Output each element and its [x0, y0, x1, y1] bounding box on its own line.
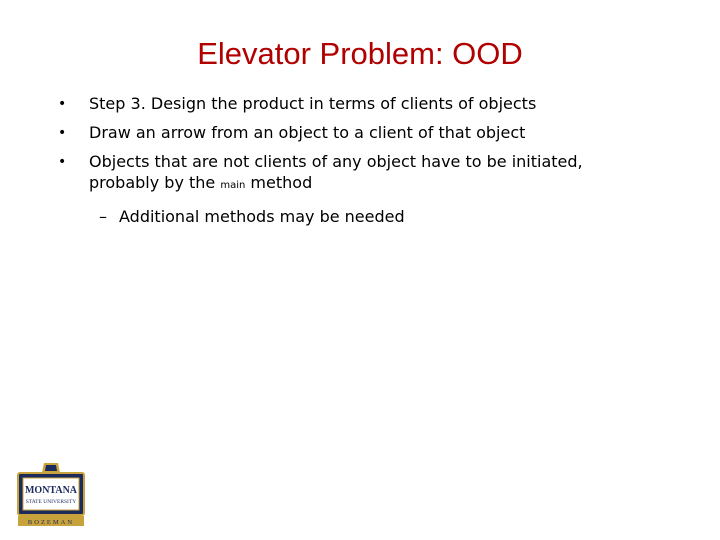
bullet-item	[58, 120, 698, 146]
bullet-text-post: method	[245, 173, 313, 192]
logo-subtitle: STATE UNIVERSITY	[25, 499, 77, 505]
sub-bullet-marker: –	[99, 207, 107, 226]
bullet-text-line2	[89, 170, 698, 199]
bullet-marker: •	[58, 125, 67, 141]
montana-state-logo	[17, 463, 85, 527]
slide-title: Elevator Problem: OOD	[197, 36, 523, 71]
bullet-item	[58, 91, 698, 117]
logo-city: BOZEMAN	[27, 519, 75, 526]
bullet-marker: •	[58, 96, 67, 112]
bullet-list	[58, 91, 698, 230]
bullet-text-pre: probably by the	[89, 173, 221, 192]
bullet-item	[58, 149, 698, 199]
bullet-text: Draw an arrow from an object to a client of that object	[89, 123, 526, 142]
sub-bullet-text: Additional methods may be needed	[119, 207, 405, 226]
bullet-text-line1: Objects that are not clients of any object have to be initiated,	[89, 152, 583, 171]
logo-name: MONTANA	[24, 485, 78, 496]
code-word-main: main	[220, 180, 246, 191]
bullet-marker: •	[58, 154, 67, 170]
sub-bullet-item	[58, 204, 698, 230]
bullet-text: Step 3. Design the product in terms of clients of objects	[89, 94, 537, 113]
